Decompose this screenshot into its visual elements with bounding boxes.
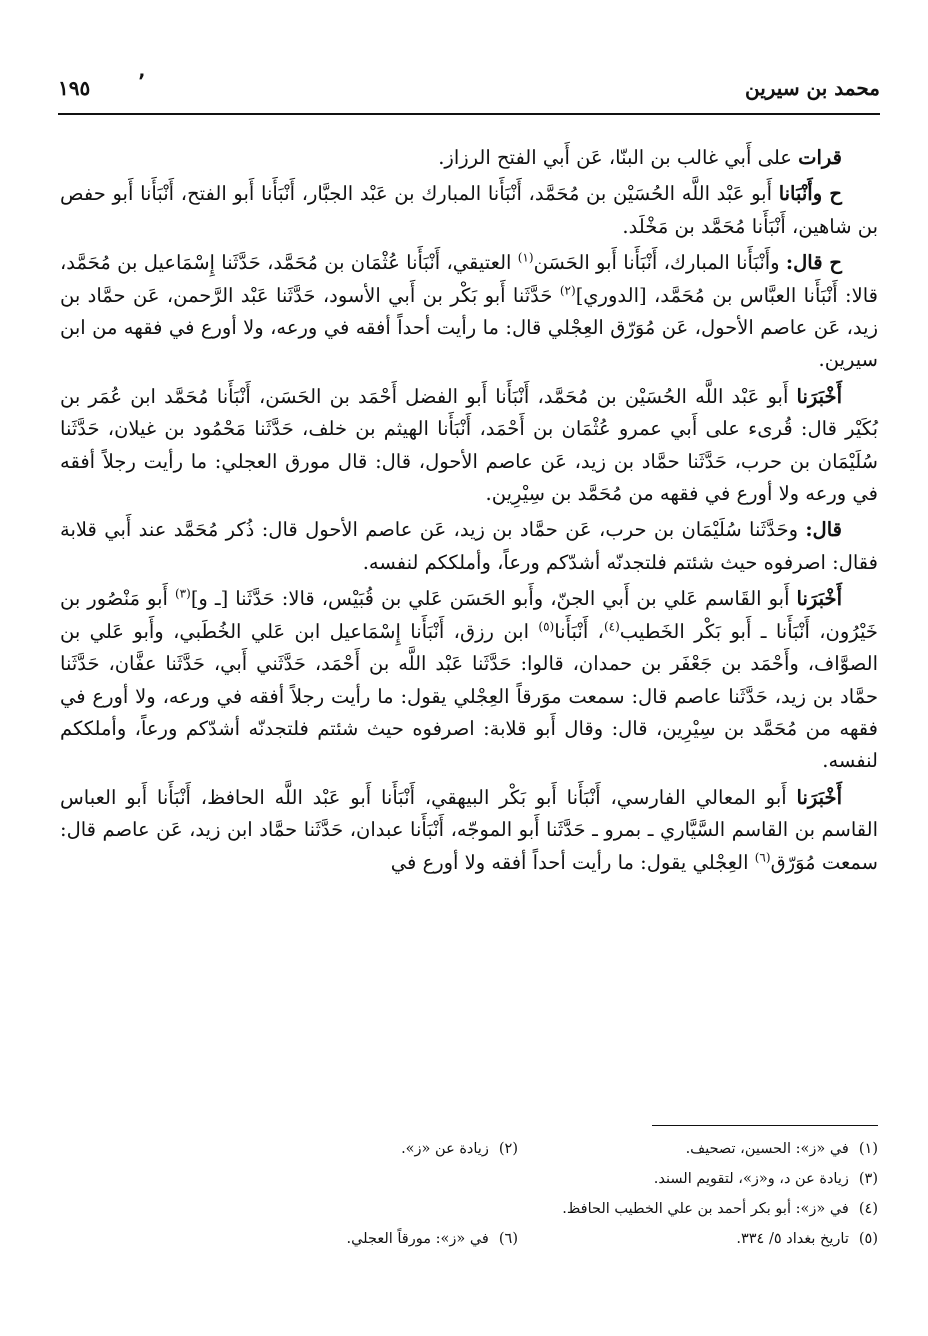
footnote-number: (١) [858, 1141, 878, 1157]
footnotes [60, 1134, 878, 1254]
paragraph-lead: ح وأَنْبَانا [778, 182, 842, 206]
paragraph [60, 178, 878, 243]
footnote-number: (٤) [858, 1201, 878, 1217]
running-title: محمد بن سيرين [744, 76, 880, 100]
paragraph [60, 247, 878, 377]
paragraph-lead: أَخْبَرَنا [796, 785, 842, 809]
footnote [278, 1164, 878, 1194]
paragraph-text: على أَبي غالب بن البنّا، عَن أَبي الفتح الرزاز. [438, 146, 799, 169]
footnote [158, 1134, 518, 1164]
footnote-ref: (٣) [174, 586, 191, 601]
header-ornament: ٬ [138, 70, 145, 96]
page-header [58, 70, 880, 106]
footnote [158, 1224, 518, 1254]
footnote [518, 1134, 878, 1164]
footnote-row [60, 1134, 878, 1164]
footnote-row [60, 1194, 878, 1224]
paragraph [60, 514, 878, 579]
paragraph-lead: أَخْبَرَنا [796, 384, 842, 408]
footnote-text: في «ز»: الحسين، تصحيف. [685, 1141, 849, 1157]
footnote-ref: (٢) [559, 283, 576, 298]
footnote-text: زيادة عن «ز». [401, 1141, 489, 1157]
footnote-number: (٢) [498, 1141, 518, 1157]
footnote-text: زيادة عن د، و«ز»، لتقويم السند. [653, 1171, 849, 1187]
paragraph-text: وحَدَّثَنا سُلَيْمَان بن حرب، عَن حمَّاد بن زيد، عَن عاصم الأحول قال: ذُكر مُحَمَّد عند أَبي قلابة فقال: اصرفوه حيث شئتم فلتجدنّه أشدّكم ورعاً، وأملككم لنفسه. [60, 518, 878, 574]
paragraph [60, 583, 878, 777]
paragraph-text: وأَنْبَأَنا المبارك، أَنْبَأَنا أَبو الحَسَن [533, 251, 786, 275]
paragraph-text: العتيقي، أَنْبَأَنا عُثْمَان بن مُحَمَّد، حَدَّثَنا إِسْمَاعيل بن مُحَمَّد، قالا: أَنْبَأَنا العبَّاس بن مُحَمَّد، [الدوري] [60, 251, 878, 307]
header-rule [58, 113, 880, 115]
footnote-row [60, 1164, 878, 1194]
paragraph-text: أَبو مَنْصُور بن خَيْرُون، أَنْبَأَنا ـ أَبو بَكْر الخَطيب [60, 587, 878, 643]
paragraph [60, 381, 878, 511]
paragraph-text: أَبو عَبْد اللَّه الحُسَيْن بن مُحَمَّد، أَنْبَأَنا أَبو الفضل أَحْمَد بن الحَسَن، أَنْبَأَنا مُحَمَّد ابن عُمَر بن بُكَيْر قال: قُرىء على أَبي عمرو عُثْمَان بن أَحْمَد، أَنْبَأَنا الهيثم بن خلف، حَدَّثَنا مَحْمُود بن غيلان، حَدَّثَنا سُلَيْمَان بن حرب، حَدَّثَنا حمَّاد بن زيد، عَن عاصم الأحول، قال: قال مورق العجلي: ما رأيت رجلاً أفقه في ورعه ولا أورع في فقهه من مُحَمَّد بن سِيْرِين. [60, 384, 878, 506]
footnote-text: في «ز»: أبو بكر أحمد بن علي الخطيب الحافظ. [562, 1201, 849, 1217]
footnote-number: (٦) [498, 1231, 518, 1247]
paragraph-text: ابن رزق، أَنْبَأَنا إِسْمَاعيل ابن عَلي الخُطَبي، وأَبو عَلي بن الصوَّاف، وأَحْمَد بن جَعْفَر بن حمدان، قالوا: حَدَّثَنا عَبْد اللَّه بن أَحْمَد، حَدَّثَني أَبي، حَدَّثَنا عفَّان، حَدَّثَنا حمَّاد بن زيد، حَدَّثَنا عاصم قال: سمعت موَرقاً العِجْلي يقول: ما رأيت رجلاً أفقه في ورعه، ولا أورع في فقهه من مُحَمَّد بن سِيْرِين، قال: وقال أَبو قلابة: اصرفوه حيث شئتم فلتجدنّه أشدّكم ورعاً، وأملككم لنفسه. [60, 619, 878, 773]
paragraph-text: ، أَنْبَأَنا [554, 619, 604, 643]
footnote [278, 1194, 878, 1224]
paragraph-lead: أَخْبَرَنا [796, 587, 842, 611]
paragraph [60, 142, 878, 174]
footnote-number: (٥) [858, 1231, 878, 1247]
footnote-ref: (٦) [754, 850, 771, 865]
footnote-text: في «ز»: مورقاً العجلي. [346, 1231, 489, 1247]
footnote-ref: (٥) [538, 619, 555, 634]
footnote-ref: (٤) [603, 619, 620, 634]
footnote-number: (٣) [858, 1171, 878, 1187]
paragraph-text: حَدَّثَنا أَبو بَكْر بن أَبي الأسود، حَدَّثَنا عَبْد الرَّحمن، عَن حمَّاد بن زيد، عَن عاصم الأحول، عَن مُوَرّق العِجْلي قال: ما رأيت أحداً أفقه في ورعه، ولا أورع في فقهه من ابن سيرين. [60, 283, 878, 372]
page-number: ١٩٥ [58, 76, 91, 100]
paragraph-text: أَبو المعالي الفارسي، أَنْبَأَنا أَبو بَكْر البيهقي، أَنْبَأَنا أَبو عَبْد اللَّه الحافظ، أَنْبَأَنا أَبو العباس القاسم بن القاسم السَّيَّاري ـ بمرو ـ حَدَّثَنا أَبو الموجّه، أَنْبَأَنا عبدان، حَدَّثَنا حمَّاد ابن زيد، عَن عاصم قال: سمعت مُوَرّق [60, 785, 878, 874]
paragraph-text: العِجْلي يقول: ما رأيت أحداً أفقه ولا أورع في [390, 850, 755, 874]
main-text [60, 142, 878, 883]
footnote-ref: (١) [517, 250, 534, 265]
paragraph-lead: ح قال: [785, 251, 842, 275]
paragraph-lead: قال: [805, 518, 842, 542]
paragraph-text: أَبو القَاسم عَلي بن أَبي الجنّ، وأَبو الحَسَن عَلي بن قُبَيْس، قالا: حَدَّثَنا [ـ و] [190, 587, 797, 611]
footnote-row [60, 1224, 878, 1254]
paragraph-text: أَبو عَبْد اللَّه الحُسَيْن بن مُحَمَّد، أَنْبَأَنا المبارك بن عَبْد الجبَّار، أَنْبَأَنا أَبو الفتح، أَنْبَأَنا أَبو حفص بن شاهين، أَنْبَأَنا مُحَمَّد بن مَخْلَد. [60, 182, 878, 238]
footnote-rule [652, 1125, 878, 1126]
paragraph [60, 782, 878, 879]
footnote-text: تاريخ بغداد ٥/ ٣٣٤. [736, 1231, 849, 1247]
footnote [518, 1224, 878, 1254]
paragraph-lead: قرات [798, 146, 842, 169]
